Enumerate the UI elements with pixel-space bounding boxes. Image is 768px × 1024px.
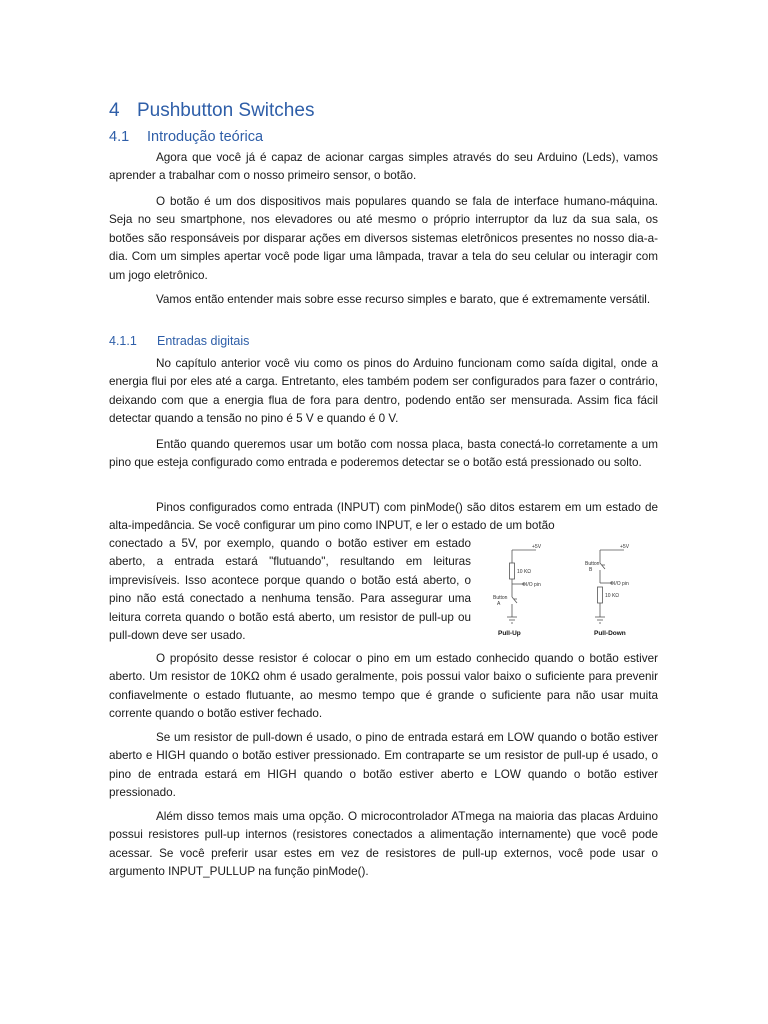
- paragraph-intro: Agora que você já é capaz de acionar cargas simples através do seu Arduino (Leds), vamos aprender a trabalhar com o nosso primeiro sensor, o botão.: [109, 151, 658, 183]
- paragraph-internal-pullup: Além disso temos mais uma opção. O microcontrolador ATmega na maioria das placas Arduino possui resistores pull-up internos (resistores conectados a alimentação internamente) que você pode acessar. Se você preferir usar estes em vez de resistores de pull-up externos, você pode usar o argumento INPUT_PULLUP na função pinMode().: [109, 810, 658, 879]
- pullup-caption: Pull-Up: [498, 630, 521, 637]
- subsection-heading: [109, 334, 249, 348]
- section-title: Introdução teórica: [147, 129, 264, 145]
- pulldown-button-label: Button: [585, 561, 600, 567]
- paragraph-resistor-purpose: O propósito desse resistor é colocar o pino em um estado conhecido quando o botão estiver aberto. Um resistor de 10KΩ ohm é usado geralmente, pois possui valor baixo o suficiente para prevenir confiavelmente o estado flutuante, ao mesmo tempo que é grande o suficiente para não usar muita corrente quando o botão estiver fechado.: [109, 652, 658, 721]
- chapter-heading: [109, 100, 314, 122]
- subsection-title: Entradas digitais: [157, 334, 250, 348]
- subsection-number: 4.1.1: [109, 334, 137, 348]
- pulldown-button-letter: B: [589, 567, 593, 573]
- pullup-supply-label: +5V: [532, 544, 542, 550]
- chapter-title: Pushbutton Switches: [137, 100, 315, 121]
- paragraph-connect-button: Então quando queremos usar um botão com nossa placa, basta conectá-lo corretamente a um pino que esteja configurado como entrada e poderemos detectar se o botão está pressionado ou solto.: [109, 438, 658, 470]
- pulldown-resistor-label: 10 KΩ: [605, 593, 620, 599]
- paragraph-versatile: Vamos então entender mais sobre esse recurso simples e barato, que é extremamente versátil.: [156, 293, 651, 306]
- paragraph-button-description: O botão é um dos dispositivos mais populares quando se fala de interface humano-máquina. Seja no seu smartphone, nos elevadores ou até mesmo o próprio interruptor da luz da sua sala, os botões são responsáveis por disparar ações em diversos sistemas eletrônicos presentes no nosso dia-a-dia. Com um simples apertar você pode ligar uma lâmpada, travar a tela do seu celular ou interagir com um jogo eletrônico.: [109, 195, 658, 282]
- pulldown-pin-label: I/O pin: [614, 581, 629, 587]
- paragraph-input-mode: Pinos configurados como entrada (INPUT) com pinMode() são ditos estarem em um estado de alta-impedância. Se você configurar um pino como INPUT, e ler o estado de um botão: [109, 501, 658, 533]
- paragraph-digital-input: No capítulo anterior você viu como os pinos do Arduino funcionam como saída digital, onde a energia flui por eles até a carga. Entretanto, eles também podem ser configurados para fazer o contrário, deixando com que a energia flua de fora para dentro, podendo então ser mensurada. Assim fica fácil detectar quando a tensão no pino é 5 V e quando é 0 V.: [109, 357, 658, 426]
- pullup-button-label: Button: [493, 595, 508, 601]
- pullup-pin-label: I/O pin: [526, 582, 541, 588]
- pullup-resistor-label: 10 KΩ: [517, 569, 532, 575]
- pullup-pulldown-circuit-figure: [484, 537, 664, 641]
- section-heading: [109, 129, 263, 145]
- section-number: 4.1: [109, 129, 130, 145]
- paragraph-pull-down-vs-up: Se um resistor de pull-down é usado, o pino de entrada estará em LOW quando o botão estiver aberto e HIGH quando o botão estiver pressionado. Em contraparte se um resistor de pull-up é usado, o pino de entrada estará em HIGH quando o botão estiver aberto e LOW quando o botão estiver pressionado.: [109, 731, 658, 800]
- pullup-button-letter: A: [497, 601, 501, 607]
- pulldown-caption: Pull-Down: [594, 630, 626, 637]
- paragraph-floating-input: conectado a 5V, por exemplo, quando o botão estiver em estado aberto, a entrada estará "flutuando", resultando em leituras imprevisíveis. Isso acontece porque quando o botão está aberto, o pino não está conectado a nenhuma tensão. Para assegurar uma leitura correta quando o botão está aberto, um resistor de pull-up ou pull-down deve ser usado.: [109, 537, 471, 643]
- pulldown-supply-label: +5V: [620, 544, 630, 550]
- chapter-number: 4: [109, 100, 120, 121]
